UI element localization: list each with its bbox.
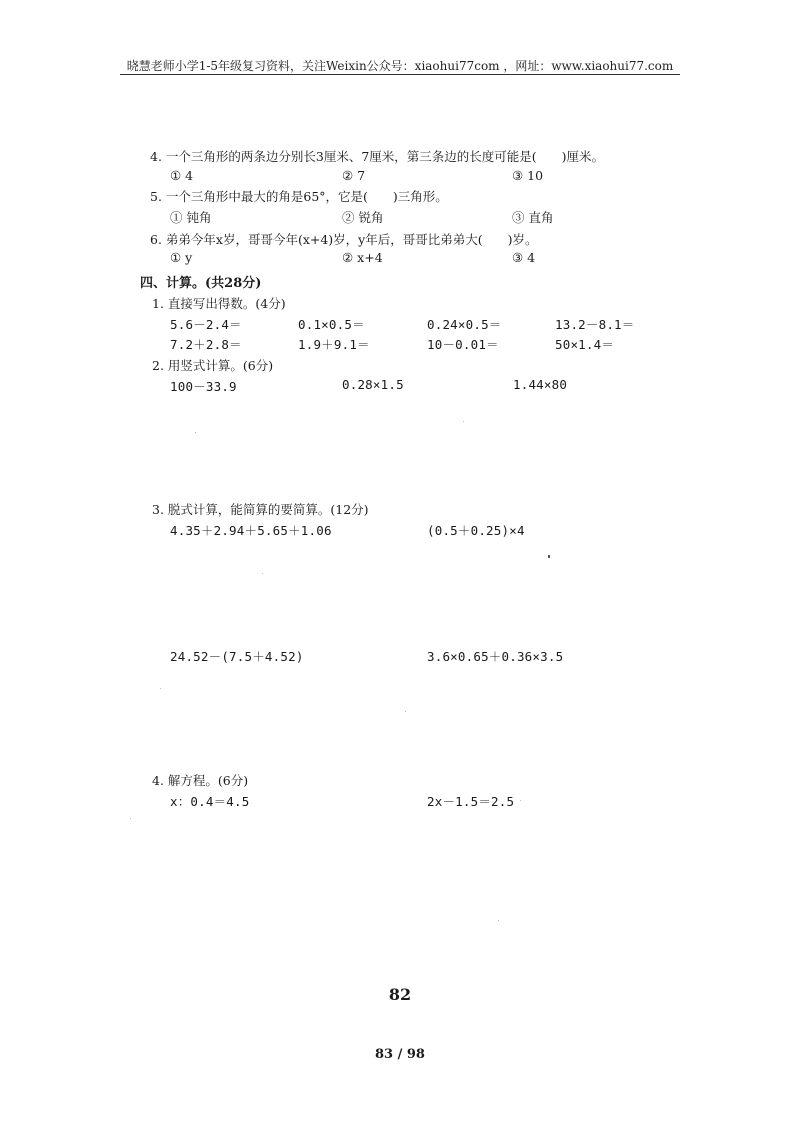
step-calc-item: 4.35＋2.94＋5.65＋1.06 (170, 523, 332, 538)
question-5: 5. 一个三角形中最大的角是65°，它是( )三角形。 (150, 189, 448, 204)
section-title-calculation: 四、计算。(共28分) (140, 276, 262, 291)
step-calc-item: (0.5＋0.25)×4 (427, 523, 525, 538)
equation-item: 2x－1.5＝2.5 (427, 794, 515, 809)
vertical-calc-item: 0.28×1.5 (342, 377, 404, 392)
step-calc-item: 24.52－(7.5＋4.52) (170, 649, 304, 664)
mental-calc-item: 13.2－8.1＝ (555, 317, 635, 332)
scan-speck (195, 432, 196, 433)
vertical-calc-item: 100－33.9 (170, 379, 237, 394)
question-4-option-3: ③ 10 (512, 168, 544, 183)
mental-calc-item: 1.9＋9.1＝ (298, 337, 370, 352)
question-5-option-3: ③ 直角 (512, 210, 554, 225)
mental-calc-item: 5.6－2.4＝ (170, 317, 242, 332)
scan-speck (160, 688, 161, 689)
mental-calc-item: 0.24×0.5＝ (427, 317, 502, 332)
question-5-option-2: ② 锐角 (342, 210, 384, 225)
question-6-option-2: ② x+4 (342, 250, 383, 265)
question-6: 6. 弟弟今年x岁，哥哥今年(x+4)岁，y年后，哥哥比弟弟大( )岁。 (150, 232, 538, 247)
mental-calc-item: 0.1×0.5＝ (298, 317, 365, 332)
equation-item: x：0.4＝4.5 (170, 794, 250, 809)
question-6-option-3: ③ 4 (512, 250, 536, 265)
question-5-option-1: ① 钝角 (170, 210, 212, 225)
vertical-calc-item: 1.44×80 (513, 377, 568, 392)
mental-calc-item: 50×1.4＝ (555, 337, 615, 352)
part3-title: 3. 脱式计算，能简算的要简算。(12分) (152, 502, 369, 517)
page-count: 83 / 98 (375, 1047, 425, 1062)
page-header: 晓慧老师小学1-5年级复习资料，关注Weixin公众号：xiaohui77com ，网址：www.xiaohui77.com (126, 59, 674, 73)
question-4-option-2: ② 7 (342, 168, 366, 183)
question-4: 4. 一个三角形的两条边分别长3厘米、7厘米，第三条边的长度可能是( )厘米。 (150, 149, 605, 164)
page-number: 82 (388, 985, 412, 1004)
mental-calc-item: 7.2＋2.8＝ (170, 337, 242, 352)
scan-speck (262, 573, 263, 574)
mental-calc-item: 10－0.01＝ (427, 337, 499, 352)
question-6-option-1: ① y (170, 250, 193, 265)
scan-speck (498, 920, 499, 921)
part1-title: 1. 直接写出得数。(4分) (152, 296, 286, 311)
step-calc-item: 3.6×0.65＋0.36×3.5 (427, 649, 564, 664)
part2-title: 2. 用竖式计算。(6分) (152, 358, 274, 373)
scan-speck (405, 711, 406, 712)
scan-speck (548, 555, 550, 558)
question-4-option-1: ① 4 (170, 168, 194, 183)
scan-speck (130, 818, 131, 819)
header-divider (120, 74, 680, 75)
scan-speck (463, 421, 464, 422)
scan-speck (520, 800, 521, 801)
part4-title: 4. 解方程。(6分) (152, 773, 249, 788)
